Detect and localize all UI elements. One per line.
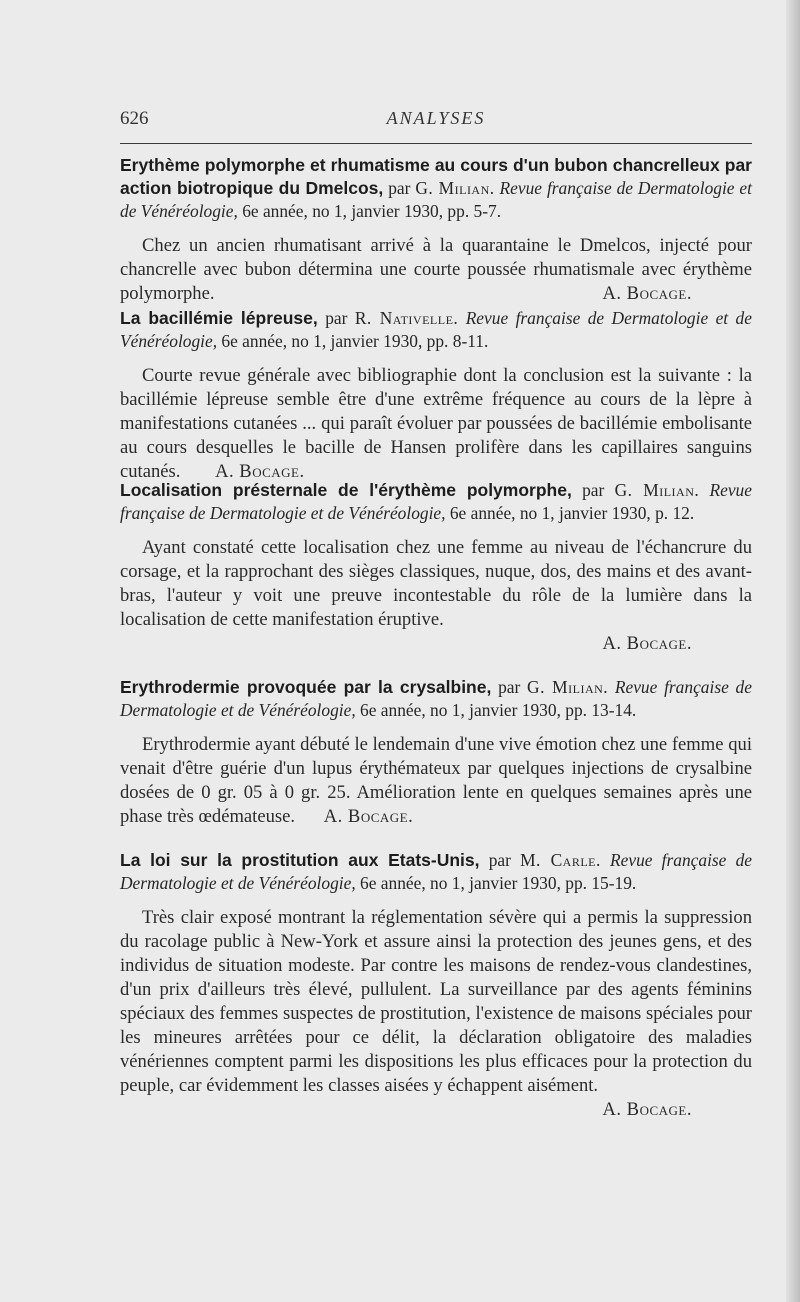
article-body: [120, 536, 752, 656]
article-title: Erythrodermie provoquée par la crysalbine,: [120, 677, 492, 697]
by-word: par: [488, 850, 511, 870]
article-heading: [120, 849, 752, 895]
article-body-text: Ayant constaté cette localisation chez une femme au niveau de l'échancrure du corsage, et la rapprochant des sièges classiques, nuque, dos, des mains et des avant-bras, l'auteur y voit une preuve incontestable du rôle de la lumière dans la localisation de cette manifestation éruptive.: [120, 537, 752, 630]
article-body: [120, 364, 752, 484]
article-body-text: Chez un ancien rhumatisant arrivé à la quarantaine le Dmelcos, injecté pour chancrelle avec bubon détermina une courte poussée rhumatismale avec érythème polymorphe.: [120, 235, 752, 304]
article-title: La loi sur la prostitution aux Etats-Unis,: [120, 850, 480, 870]
article-author: M. Carle.: [520, 850, 601, 870]
reviewer-signature: A. Bocage.: [602, 633, 692, 654]
header-rule: [120, 143, 752, 144]
article-title: La bacillémie lépreuse,: [120, 308, 318, 328]
article-details: 6e année, no 1, janvier 1930, pp. 13-14.: [360, 700, 637, 720]
article-author: G. Milian.: [614, 480, 700, 500]
article-details: 6e année, no 1, janvier 1930, pp. 15-19.: [360, 873, 637, 893]
reviewer-signature: A. Bocage.: [602, 283, 692, 304]
by-word: par: [498, 677, 521, 697]
article-body: [120, 234, 752, 306]
article-body-text: Très clair exposé montrant la réglementation sévère qui a permis la suppression du racolage public à New-York et assure ainsi la protection des jeunes gens, et des individus de situation modeste. Par contre les maisons de rendez-vous clandestines, d'un prix d'ailleurs très élevé, pullulent. La surveillance par des agents féminins spéciaux des femmes suspectes de prostitution, l'existence de maisons spéciales pour les mineures arrêtées pour ce délit, la déclaration obligatoire des maladies vénériennes comptent parmi les dispositions les plus efficaces pour la protection du peuple, car évidemment les classes aisées y échappent aisément.: [120, 907, 752, 1096]
by-word: par: [582, 480, 605, 500]
by-word: par: [388, 178, 411, 198]
article-title: Erythème polymorphe et rhumatisme au cours d'un bubon chancrelleux par action biotropique du Dmelcos,: [120, 155, 752, 198]
article-details: 6e année, no 1, janvier 1930, pp. 5-7.: [242, 201, 502, 221]
article-2: [120, 307, 752, 484]
article-journal: Revue française de Dermatologie et de Vénéréologie,: [120, 677, 752, 720]
article-3: [120, 479, 752, 656]
article-heading: [120, 479, 752, 525]
article-journal: Revue française de Dermatologie et de Vénéréologie,: [120, 850, 752, 893]
article-heading: [120, 154, 752, 223]
article-journal: Revue française de Dermatologie et de Vénéréologie,: [120, 480, 752, 523]
article-5: [120, 849, 752, 1122]
article-author: G. Milian.: [527, 677, 609, 697]
article-body: [120, 733, 752, 829]
article-body-text: Erythrodermie ayant débuté le lendemain d'une vive émotion chez une femme qui venait d'être guérie d'un lupus érythémateux par quelques injections de crysalbine dosées de 0 gr. 05 à 0 gr. 25. Amélioration lente en quelques semaines après une phase très œdémateuse.: [120, 734, 752, 827]
article-author: R. Nativelle.: [354, 308, 459, 328]
article-heading: [120, 676, 752, 722]
by-word: par: [325, 308, 348, 328]
article-body: [120, 906, 752, 1122]
reviewer-signature: A. Bocage.: [602, 1099, 692, 1120]
article-body-text: Courte revue générale avec bibliographie dont la conclusion est la suivante : la bacillémie lépreuse semble être d'une extrême fréquence au cours de la lèpre à manifestations cutanées ... qui paraît évoluer par poussées de bacillémie embolisante au cours desquelles le bacille de Hansen prolifère dans les capillaires sanguins cutanés.: [120, 365, 752, 482]
article-title: Localisation présternale de l'érythème polymorphe,: [120, 480, 572, 500]
page-edge-shadow: [786, 0, 800, 1302]
article-author: G. Milian.: [415, 178, 495, 198]
article-journal: Revue française de Dermatologie et de Vénéréologie,: [120, 178, 752, 221]
reviewer-signature: A. Bocage.: [323, 806, 414, 827]
reviewer-signature: A. Bocage.: [215, 461, 305, 482]
article-1: [120, 154, 752, 306]
running-title: ANALYSES: [386, 108, 486, 128]
article-details: 6e année, no 1, janvier 1930, pp. 8-11.: [221, 331, 489, 351]
article-details: 6e année, no 1, janvier 1930, p. 12.: [449, 503, 695, 523]
article-heading: [120, 307, 752, 353]
article-journal: Revue française de Dermatologie et de Vénéréologie,: [120, 308, 752, 351]
running-header: [120, 108, 752, 134]
page-number: 626: [120, 108, 149, 129]
article-4: [120, 676, 752, 829]
